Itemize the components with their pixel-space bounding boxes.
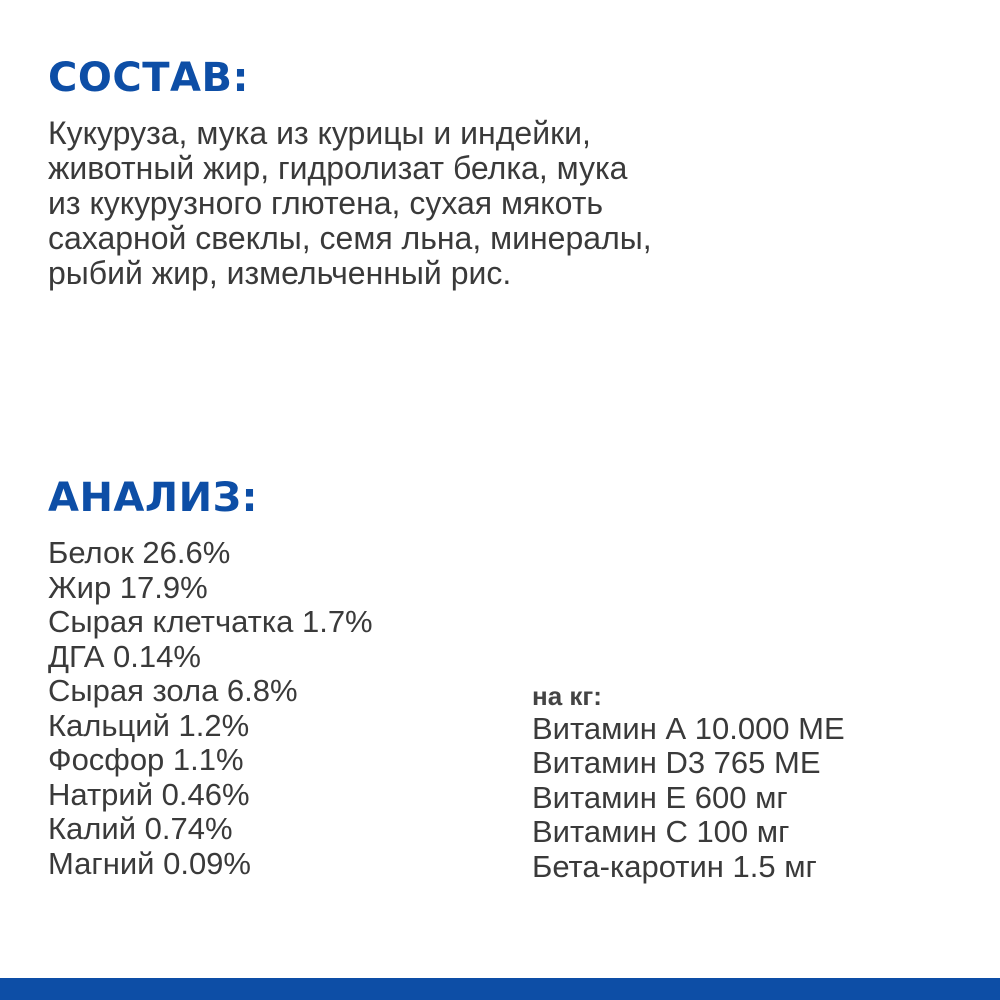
analysis-item: Магний 0.09% — [48, 845, 251, 881]
vitamin-item: Витамин Е 600 мг — [532, 779, 788, 815]
composition-heading: СОСТАВ: — [48, 55, 249, 101]
bottom-accent-bar — [0, 978, 1000, 1000]
vitamin-item: Витамин А 10.000 МЕ — [532, 710, 845, 746]
composition-line: из кукурузного глютена, сухая мякоть — [48, 185, 604, 221]
composition-line: Кукуруза, мука из курицы и индейки, — [48, 115, 591, 151]
composition-line: сахарной свеклы, семя льна, минералы, — [48, 220, 652, 256]
vitamin-item: Витамин D3 765 МЕ — [532, 745, 821, 780]
analysis-item: Сырая зола 6.8% — [48, 673, 298, 708]
analysis-item: ДГА 0.14% — [48, 638, 201, 674]
analysis-heading: АНАЛИЗ: — [48, 475, 259, 521]
analysis-list — [48, 536, 373, 881]
vitamins-block — [532, 677, 845, 884]
vitamin-item: Витамин С 100 мг — [532, 814, 790, 849]
analysis-item: Сырая клетчатка 1.7% — [48, 604, 373, 639]
composition-line: животный жир, гидролизат белка, мука — [48, 150, 628, 186]
per-kg-label: на кг: — [532, 681, 602, 711]
composition-text — [48, 116, 808, 291]
analysis-item: Кальций 1.2% — [48, 707, 250, 743]
analysis-item: Натрий 0.46% — [48, 776, 250, 812]
analysis-item: Белок 26.6% — [48, 535, 231, 570]
analysis-item: Жир 17.9% — [48, 569, 208, 605]
analysis-item: Фосфор 1.1% — [48, 742, 244, 777]
vitamin-item: Бета-каротин 1.5 мг — [532, 848, 817, 884]
composition-line: рыбий жир, измельченный рис. — [48, 255, 512, 291]
analysis-item: Калий 0.74% — [48, 811, 233, 846]
vitamins-list — [532, 712, 845, 885]
